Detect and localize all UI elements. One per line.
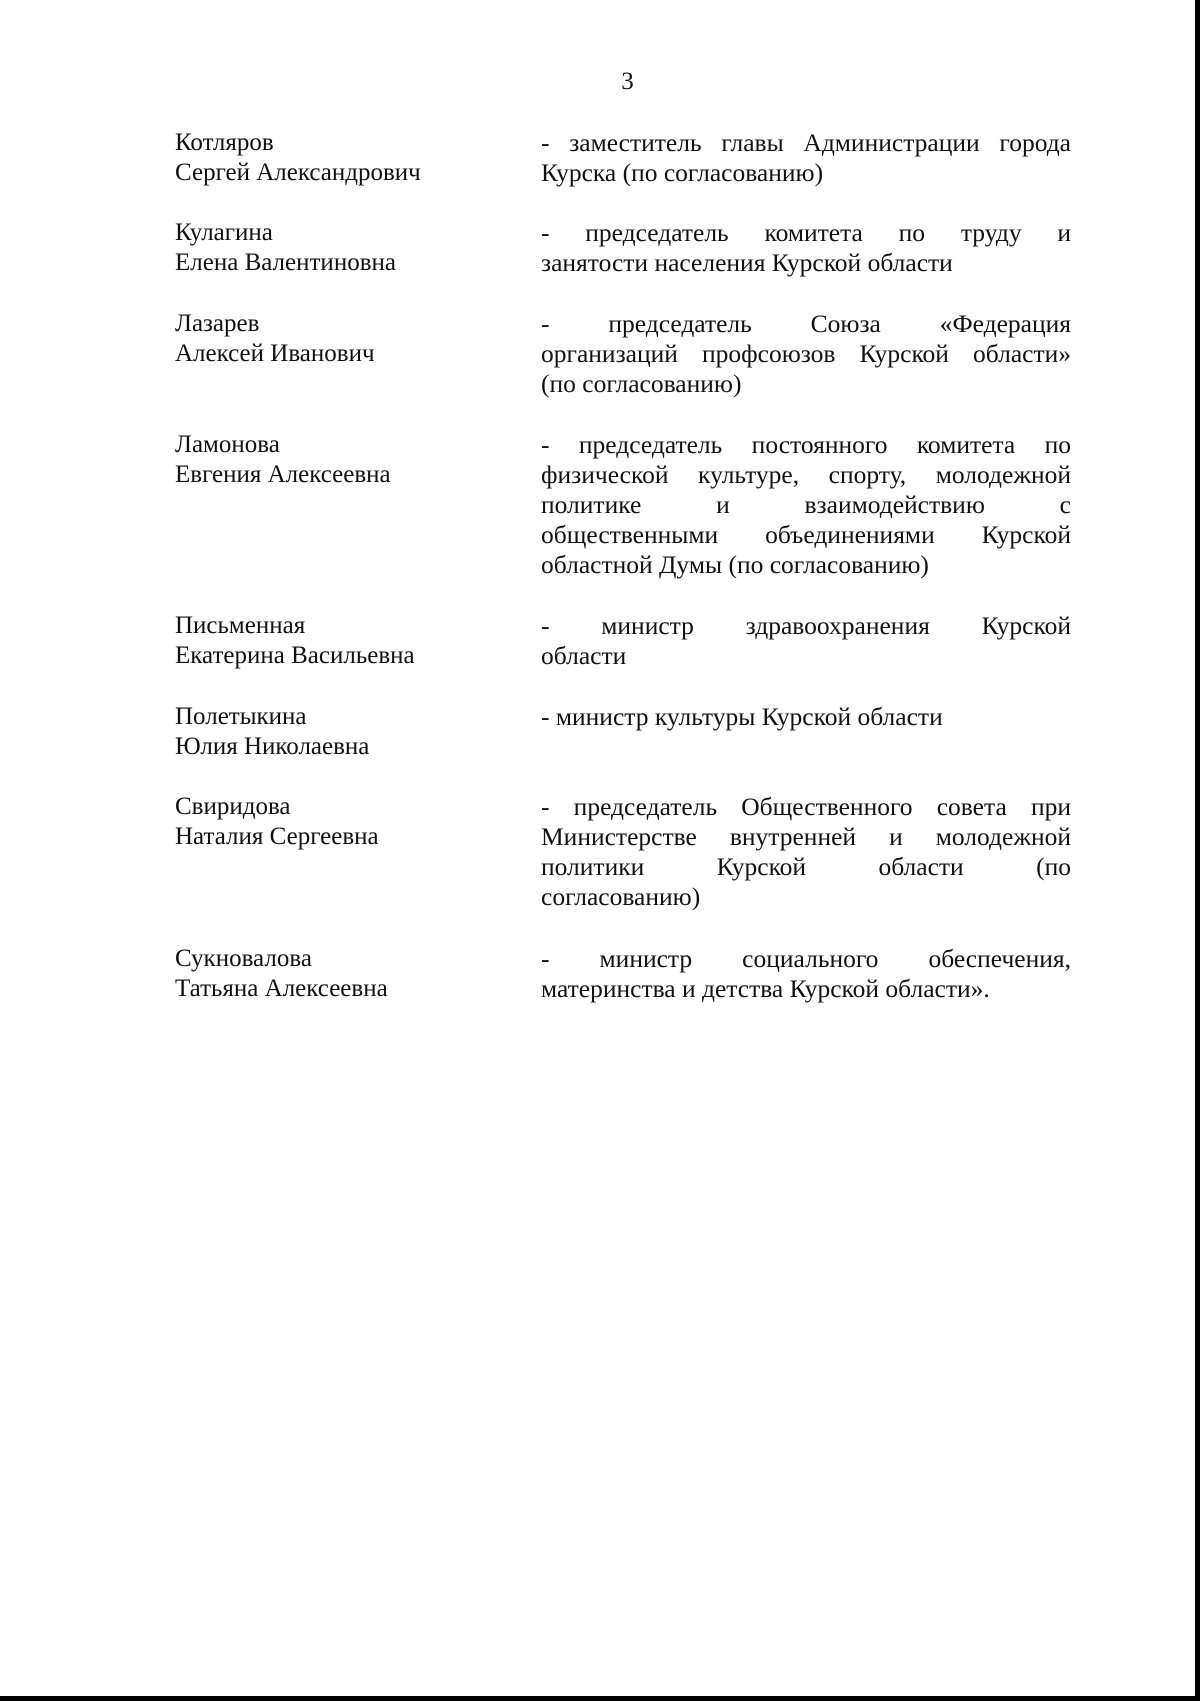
position-line: общественными объединениями Курской: [541, 520, 1071, 549]
position-line: - министр социального обеспечения,: [541, 944, 1071, 973]
position-line: - председатель Союза «Федерация: [541, 309, 1071, 338]
member-name: [175, 218, 495, 278]
member-name: [175, 702, 495, 762]
member-name: [175, 128, 495, 188]
position-line: занятости населения Курской области: [541, 248, 953, 277]
member-given-names: Сергей Александрович: [175, 159, 421, 186]
position-line: областной Думы (по согласованию): [541, 550, 929, 579]
position-line: - председатель Общественного совета при: [541, 792, 1071, 821]
position-line: согласованию): [541, 882, 701, 911]
member-given-names: Екатерина Васильевна: [175, 642, 415, 669]
member-surname: Котляров: [175, 129, 274, 156]
member-given-names: Татьяна Алексеевна: [175, 975, 388, 1002]
member-surname: Сукновалова: [175, 945, 312, 972]
member-surname: Свиридова: [175, 793, 291, 820]
member-position: [541, 218, 1071, 278]
member-given-names: Алексей Иванович: [175, 340, 375, 367]
member-position: [541, 430, 1071, 580]
position-line: физической культуре, спорту, молодежной: [541, 460, 1071, 489]
member-position: [541, 128, 1071, 188]
position-line: - заместитель главы Администрации города: [541, 128, 1071, 157]
position-line: - министр здравоохранения Курской: [541, 611, 1071, 640]
member-position: [541, 611, 1071, 671]
position-line: материнства и детства Курской области».: [541, 974, 990, 1003]
member-name: [175, 611, 495, 671]
member-surname: Кулагина: [175, 219, 273, 246]
page-number: 3: [621, 68, 634, 95]
member-name: [175, 430, 495, 490]
member-surname: Ламонова: [175, 431, 280, 458]
member-name: [175, 309, 495, 369]
position-line: - министр культуры Курской области: [541, 702, 943, 731]
member-position: [541, 944, 1071, 1004]
member-surname: Полетыкина: [175, 703, 307, 730]
member-name: [175, 792, 495, 852]
position-line: - председатель постоянного комитета по: [541, 430, 1071, 459]
member-position: [541, 702, 1071, 732]
position-line: области: [541, 641, 627, 670]
member-surname: Письменная: [175, 612, 306, 639]
position-line: (по согласованию): [541, 369, 742, 398]
page-edge-bottom: [0, 1696, 1200, 1701]
position-line: - председатель комитета по труду и: [541, 218, 1071, 247]
member-given-names: Наталия Сергеевна: [175, 823, 379, 850]
position-line: Курска (по согласованию): [541, 158, 824, 187]
member-position: [541, 309, 1071, 399]
member-surname: Лазарев: [175, 310, 260, 337]
position-line: Министерстве внутренней и молодежной: [541, 822, 1071, 851]
position-line: политике и взаимодействию с: [541, 490, 1071, 519]
member-given-names: Евгения Алексеевна: [175, 461, 391, 488]
member-given-names: Елена Валентиновна: [175, 249, 396, 276]
position-line: организаций профсоюзов Курской области»: [541, 339, 1071, 368]
page-edge-right: [1195, 0, 1200, 1701]
position-line: политики Курской области (по: [541, 852, 1071, 881]
member-given-names: Юлия Николаевна: [175, 733, 370, 760]
member-name: [175, 944, 495, 1004]
member-position: [541, 792, 1071, 912]
